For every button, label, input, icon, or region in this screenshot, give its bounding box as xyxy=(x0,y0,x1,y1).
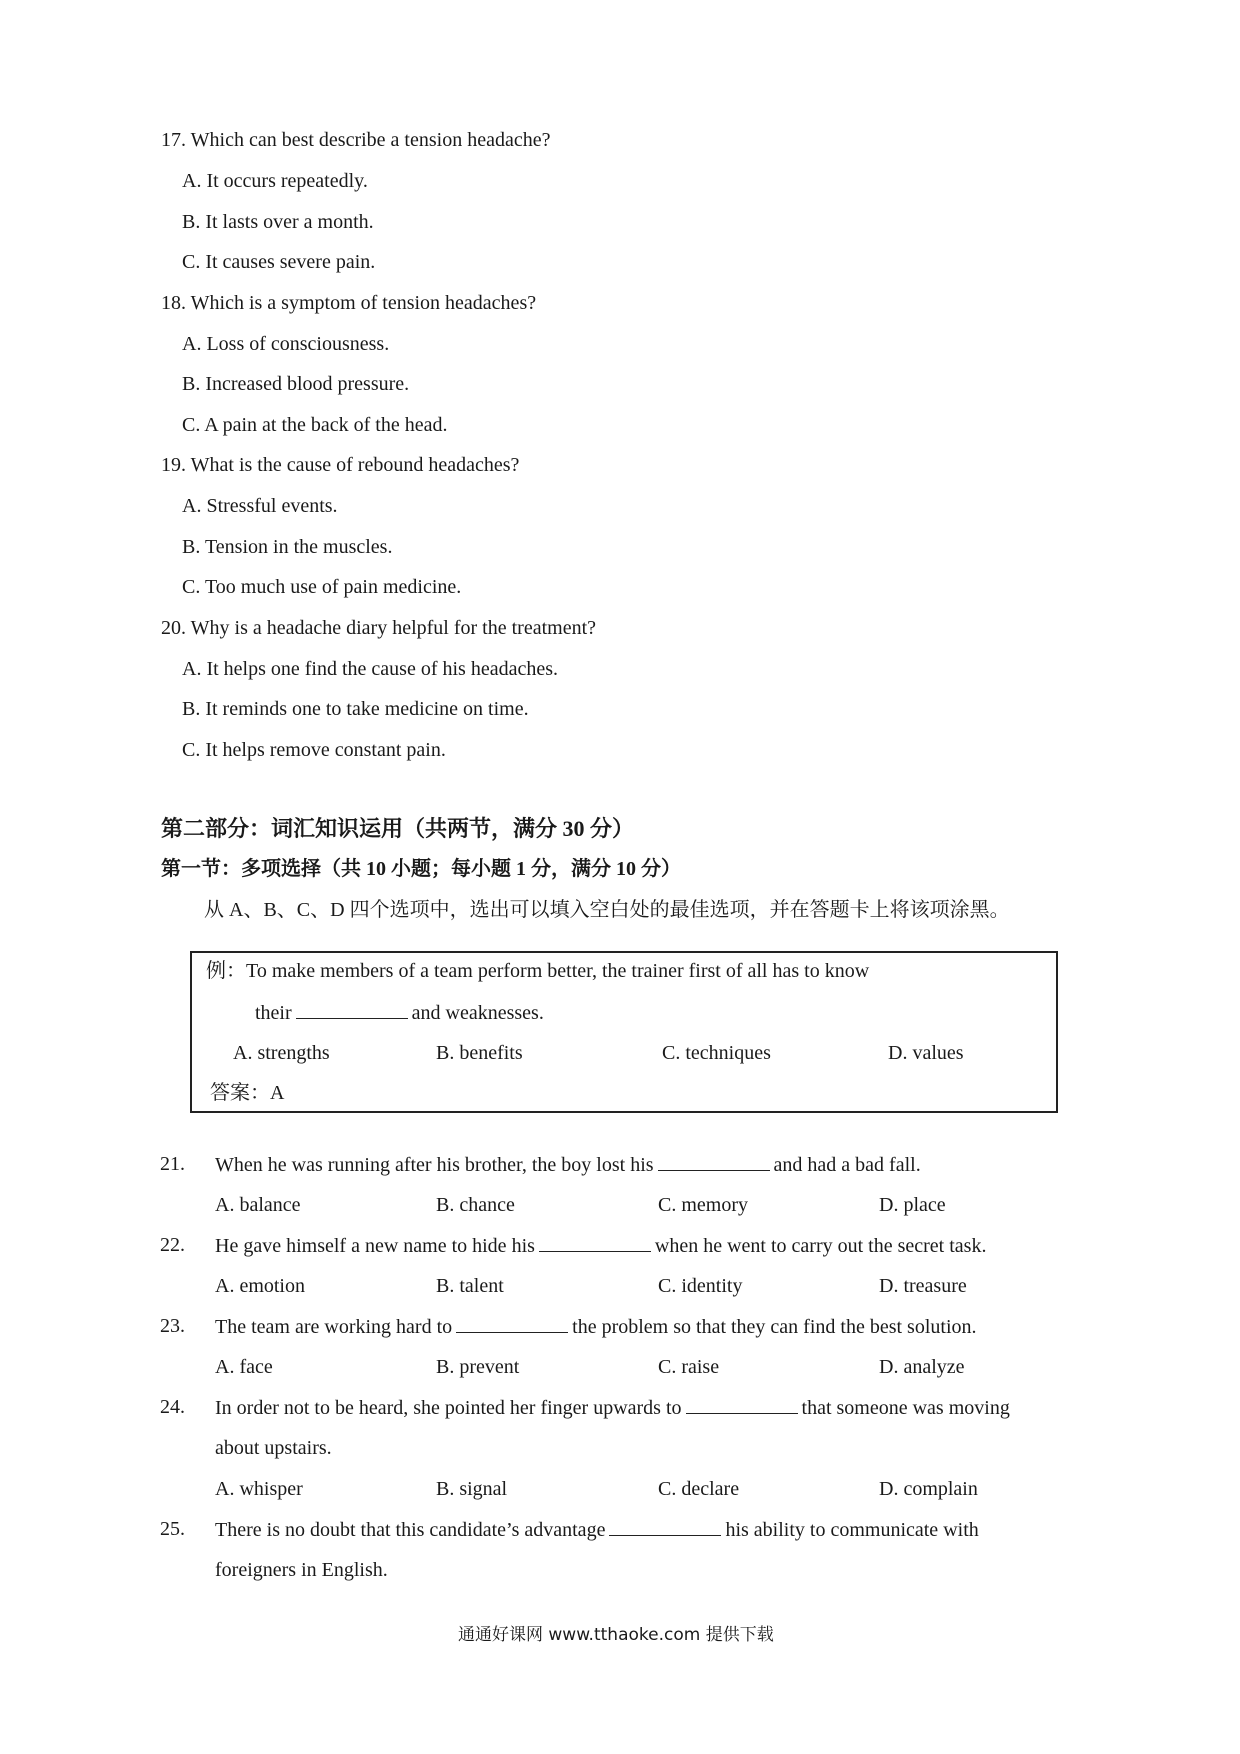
question-17-option-a: A. It occurs repeatedly. xyxy=(182,170,368,192)
question-24-after: that someone was moving xyxy=(801,1397,1010,1419)
question-23-before: The team are working hard to xyxy=(215,1316,453,1338)
question-20-option-b: B. It reminds one to take medicine on time. xyxy=(182,698,529,720)
question-25-before: There is no doubt that this candidate’s advantage xyxy=(215,1519,606,1541)
question-23-after: the problem so that they can find the best solution. xyxy=(572,1316,977,1338)
question-24-blank xyxy=(686,1395,798,1414)
question-22-blank xyxy=(539,1233,651,1252)
question-17-option-b: B. It lasts over a month. xyxy=(182,211,374,233)
question-19-option-a: A. Stressful events. xyxy=(182,495,338,517)
question-22-option-c: C. identity xyxy=(658,1275,743,1297)
example-answer: 答案：A xyxy=(210,1082,285,1104)
question-22-option-a: A. emotion xyxy=(215,1275,305,1297)
question-24-option-d: D. complain xyxy=(879,1478,978,1500)
part2-title: 第二部分：词汇知识运用（共两节，满分 30 分） xyxy=(161,816,635,841)
question-24-option-c: C. declare xyxy=(658,1478,740,1500)
question-21-blank xyxy=(658,1152,770,1171)
section1-instruction: 从 A、B、C、D 四个选项中，选出可以填入空白处的最佳选项，并在答题卡上将该项涂黑。 xyxy=(204,899,1010,921)
question-23-stem xyxy=(215,1314,977,1339)
example-line-2-before: their xyxy=(255,1002,292,1024)
example-option-c: C. techniques xyxy=(662,1042,771,1064)
question-22-number: 22. xyxy=(160,1234,185,1256)
question-24-number: 24. xyxy=(160,1396,185,1418)
question-23-blank xyxy=(456,1314,568,1333)
question-19-stem: 19. What is the cause of rebound headaches? xyxy=(161,454,520,476)
example-option-b: B. benefits xyxy=(436,1042,523,1064)
question-18-option-b: B. Increased blood pressure. xyxy=(182,373,410,395)
question-22-before: He gave himself a new name to hide his xyxy=(215,1235,535,1257)
question-24-option-a: A. whisper xyxy=(215,1478,303,1500)
question-21-after: and had a bad fall. xyxy=(773,1154,921,1176)
question-23-option-a: A. face xyxy=(215,1356,273,1378)
question-18-option-c: C. A pain at the back of the head. xyxy=(182,414,448,436)
page-footer: 通通好课网 www.tthaoke.com 提供下载 xyxy=(458,1625,774,1645)
question-22-after: when he went to carry out the secret task. xyxy=(654,1235,987,1257)
question-24-continuation: about upstairs. xyxy=(215,1437,332,1459)
question-18-stem: 18. Which is a symptom of tension headaches? xyxy=(161,292,537,314)
question-23-option-b: B. prevent xyxy=(436,1356,520,1378)
example-option-a: A. strengths xyxy=(233,1042,330,1064)
question-19-option-c: C. Too much use of pain medicine. xyxy=(182,576,462,598)
question-24-before: In order not to be heard, she pointed her finger upwards to xyxy=(215,1397,682,1419)
example-blank xyxy=(296,1000,408,1019)
question-25-number: 25. xyxy=(160,1518,185,1540)
example-line-2 xyxy=(255,1000,544,1025)
question-21-option-b: B. chance xyxy=(436,1194,515,1216)
section1-title: 第一节：多项选择（共 10 小题；每小题 1 分，满分 10 分） xyxy=(161,858,681,880)
question-21-option-c: C. memory xyxy=(658,1194,748,1216)
question-22-option-b: B. talent xyxy=(436,1275,504,1297)
question-23-option-c: C. raise xyxy=(658,1356,720,1378)
question-25-continuation: foreigners in English. xyxy=(215,1559,388,1581)
question-22-stem xyxy=(215,1233,986,1258)
question-23-number: 23. xyxy=(160,1315,185,1337)
question-21-stem xyxy=(215,1152,921,1177)
question-24-stem xyxy=(215,1395,1010,1420)
question-21-option-a: A. balance xyxy=(215,1194,301,1216)
question-18-option-a: A. Loss of consciousness. xyxy=(182,333,390,355)
question-20-option-c: C. It helps remove constant pain. xyxy=(182,739,446,761)
question-21-option-d: D. place xyxy=(879,1194,946,1216)
question-17-option-c: C. It causes severe pain. xyxy=(182,251,376,273)
example-option-d: D. values xyxy=(888,1042,964,1064)
question-24-option-b: B. signal xyxy=(436,1478,508,1500)
question-19-option-b: B. Tension in the muscles. xyxy=(182,536,393,558)
question-21-before: When he was running after his brother, the boy lost his xyxy=(215,1154,654,1176)
question-22-option-d: D. treasure xyxy=(879,1275,967,1297)
example-line-2-after: and weaknesses. xyxy=(411,1002,544,1024)
question-21-number: 21. xyxy=(160,1153,185,1175)
question-25-blank xyxy=(609,1517,721,1536)
question-23-option-d: D. analyze xyxy=(879,1356,965,1378)
question-25-stem xyxy=(215,1517,979,1542)
question-25-after: his ability to communicate with xyxy=(725,1519,979,1541)
example-line-1: 例：To make members of a team perform better, the trainer first of all has to know xyxy=(206,960,870,982)
question-17-stem: 17. Which can best describe a tension headache? xyxy=(161,129,551,151)
question-20-stem: 20. Why is a headache diary helpful for the treatment? xyxy=(161,617,597,639)
question-20-option-a: A. It helps one find the cause of his headaches. xyxy=(182,658,558,680)
